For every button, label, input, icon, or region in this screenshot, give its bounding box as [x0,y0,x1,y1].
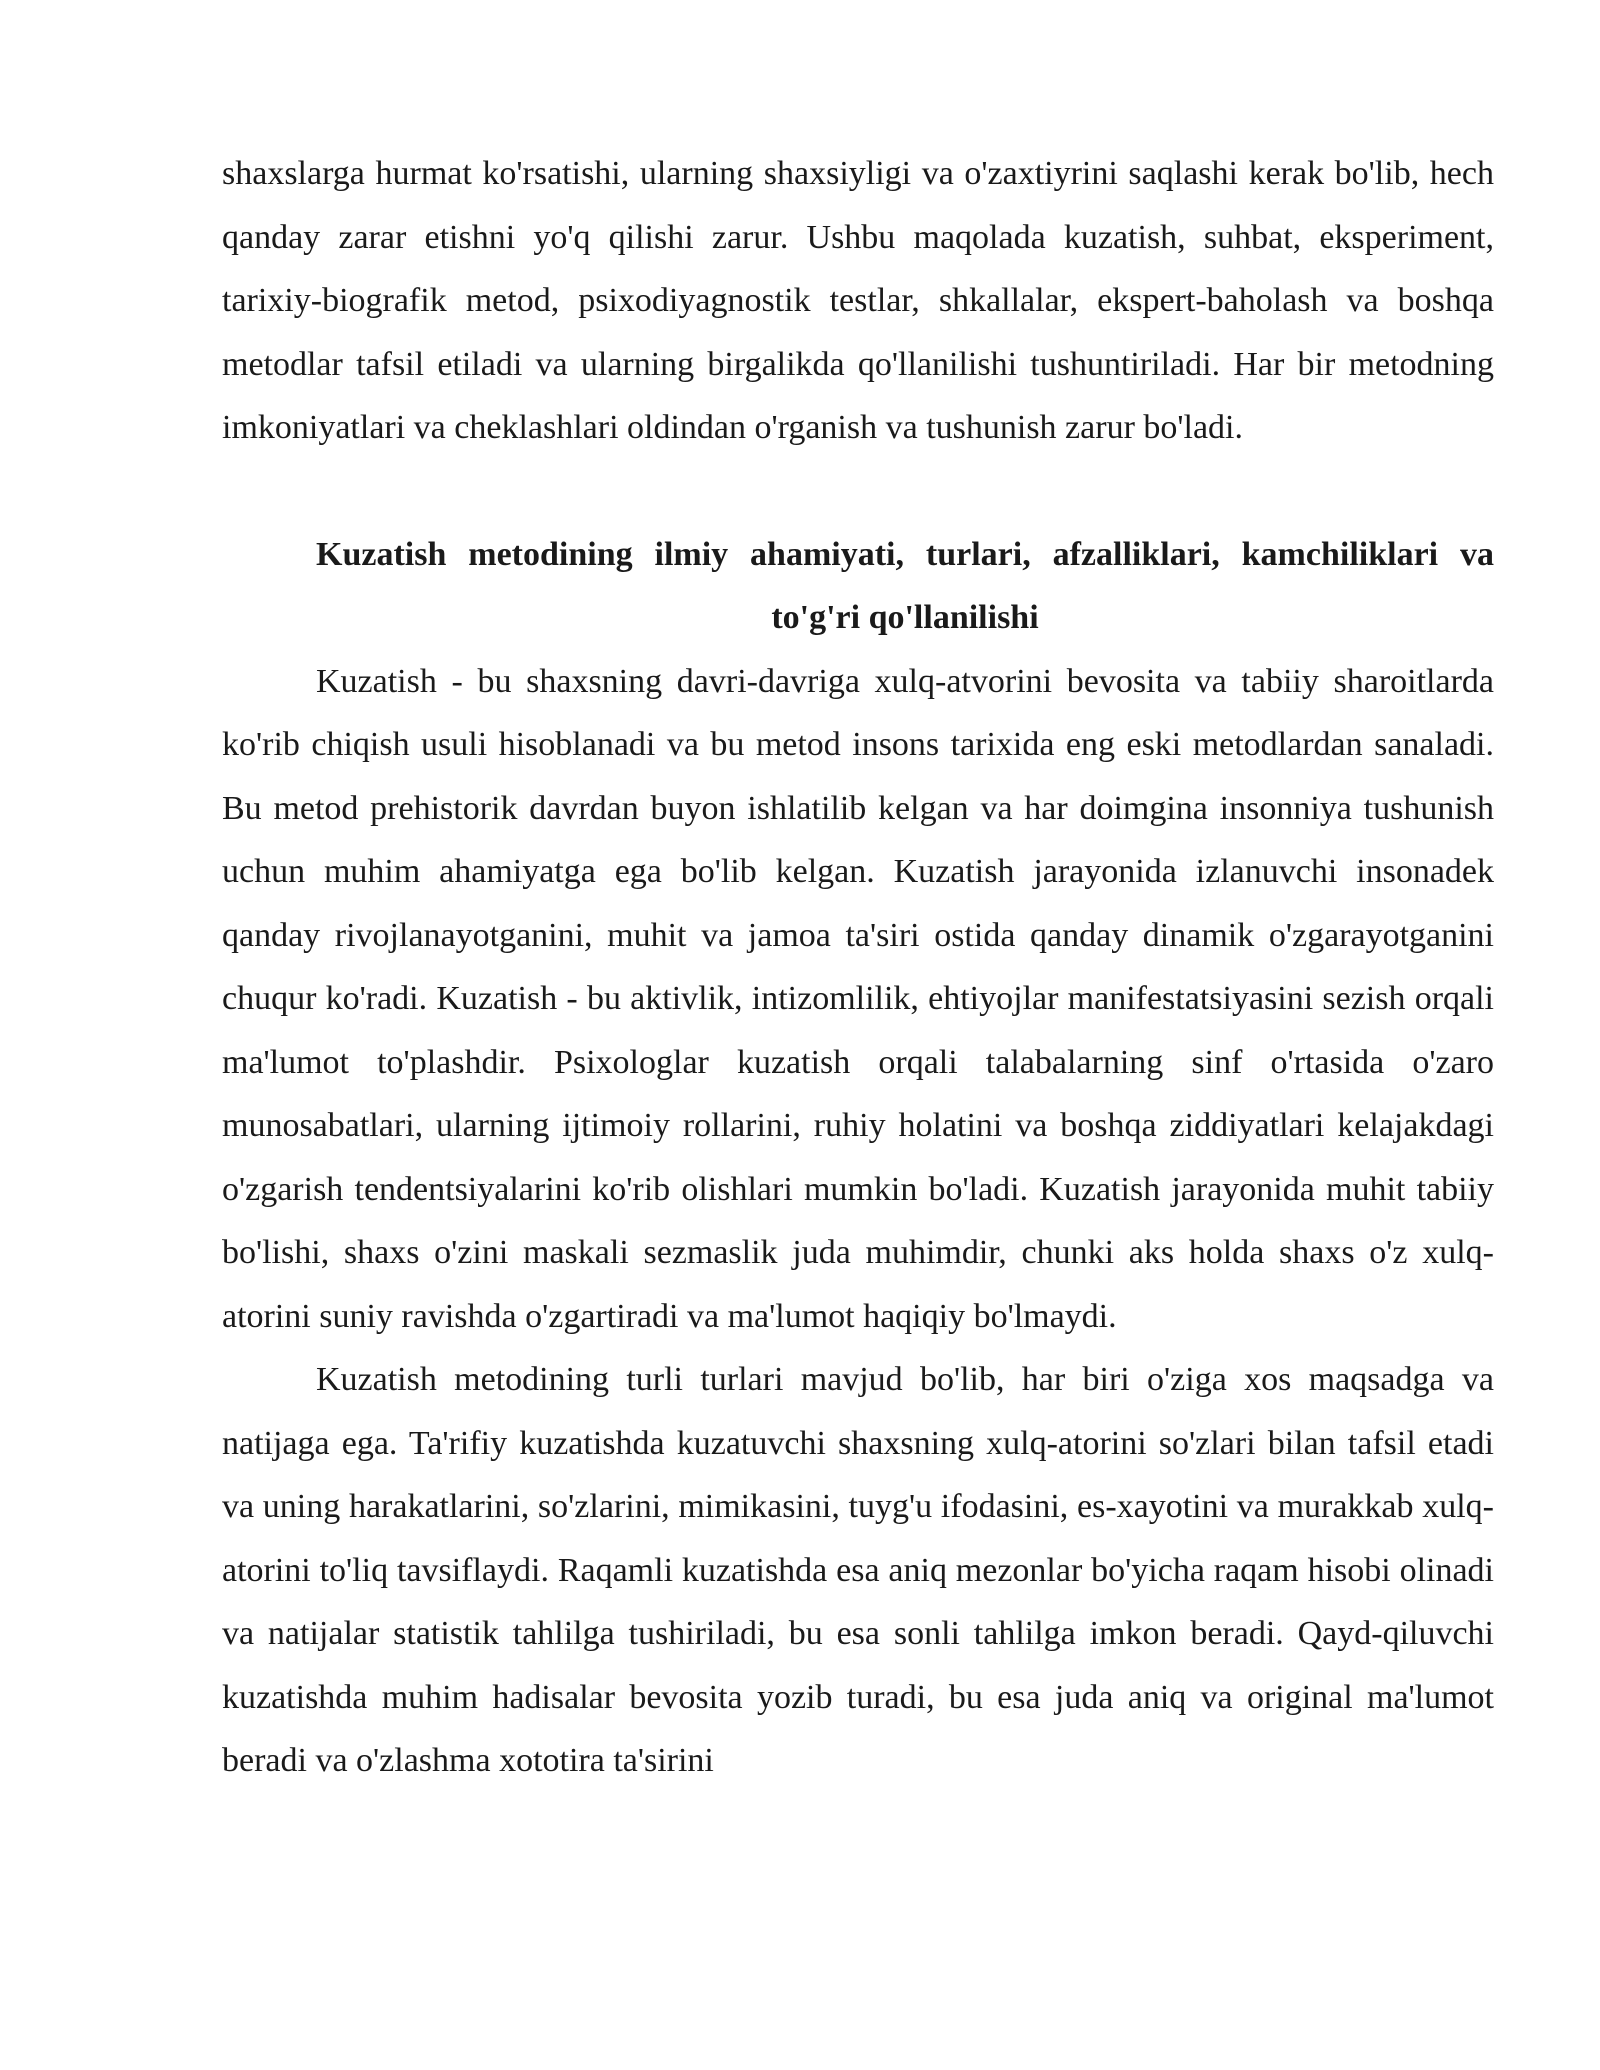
body-paragraph-2: Kuzatish metodining turli turlari mavjud bo'lib, har biri o'ziga xos maqsadga va natijaga ega. Ta'rifiy kuzatishda kuzatuvchi shaxsning xulq-atorini so'zlari bilan tafsil etadi va uning harakatlarini, so'zlarini, mimikasini, tuyg'u ifodasini, es-xayotini va murakkab xulq-atorini to'liq tavsiflaydi. Raqamli kuzatishda esa aniq mezonlar bo'yicha raqam hisobi olinadi va natijalar statistik tahlilga tushiriladi, bu esa sonli tahlilga imkon beradi. Qayd-qiluvchi kuzatishda muhim hadisalar bevosita yozib turadi, bu esa juda aniq va original ma'lumot beradi va o'zlashma xototira ta'sirini [222,1361,1494,1779]
section-heading-line-1: Kuzatish metodining ilmiy ahamiyati, turlari, afzalliklari, kamchiliklari va [316,535,1494,573]
document-page [222,142,1494,1793]
intro-paragraph: shaxslarga hurmat ko'rsatishi, ularning shaxsiyligi va o'zaxtiyrini saqlashi kerak bo'lib, hech qanday zarar etishni yo'q qilishi zarur. Ushbu maqolada kuzatish, suhbat, eksperiment, tarixiy-biografik metod, psixodiyagnostik testlar, shkallalar, ekspert-baholash va boshqa metodlar tafsil etiladi va ularning birgalikda qo'llanilishi tushuntiriladi. Har bir metodning imkoniyatlari va cheklashlari oldindan o'rganish va tushunish zarur bo'ladi. [222,155,1494,446]
section-heading [222,523,1494,650]
section-heading-line-2: to'g'ri qo'llanilishi [771,599,1039,636]
body-paragraph-1: Kuzatish - bu shaxsning davri-davriga xulq-atvorini bevosita va tabiiy sharoitlarda ko'rib chiqish usuli hisoblanadi va bu metod insons tarixida eng eski metodlardan sanaladi. Bu metod prehistorik davrdan buyon ishlatilib kelgan va har doimgina insonniya tushunish uchun muhim ahamiyatga ega bo'lib kelgan. Kuzatish jarayonida izlanuvchi insonadek qanday rivojlanayotganini, muhit va jamoa ta'siri ostida qanday dinamik o'zgarayotganini chuqur ko'radi. Kuzatish - bu aktivlik, intizomlilik, ehtiyojlar manifestatsiyasini sezish orqali ma'lumot to'plashdir. Psixologlar kuzatish orqali talabalarning sinf o'rtasida o'zaro munosabatlari, ularning ijtimoiy rollarini, ruhiy holatini va boshqa ziddiyatlari kelajakdagi o'zgarish tendentsiyalarini ko'rib olishlari mumkin bo'ladi. Kuzatish jarayonida muhit tabiiy bo'lishi, shaxs o'zini maskali sezmaslik juda muhimdir, chunki aks holda shaxs o'z xulq-atorini suniy ravishda o'zgartiradi va ma'lumot haqiqiy bo'lmaydi. [222,662,1494,1335]
